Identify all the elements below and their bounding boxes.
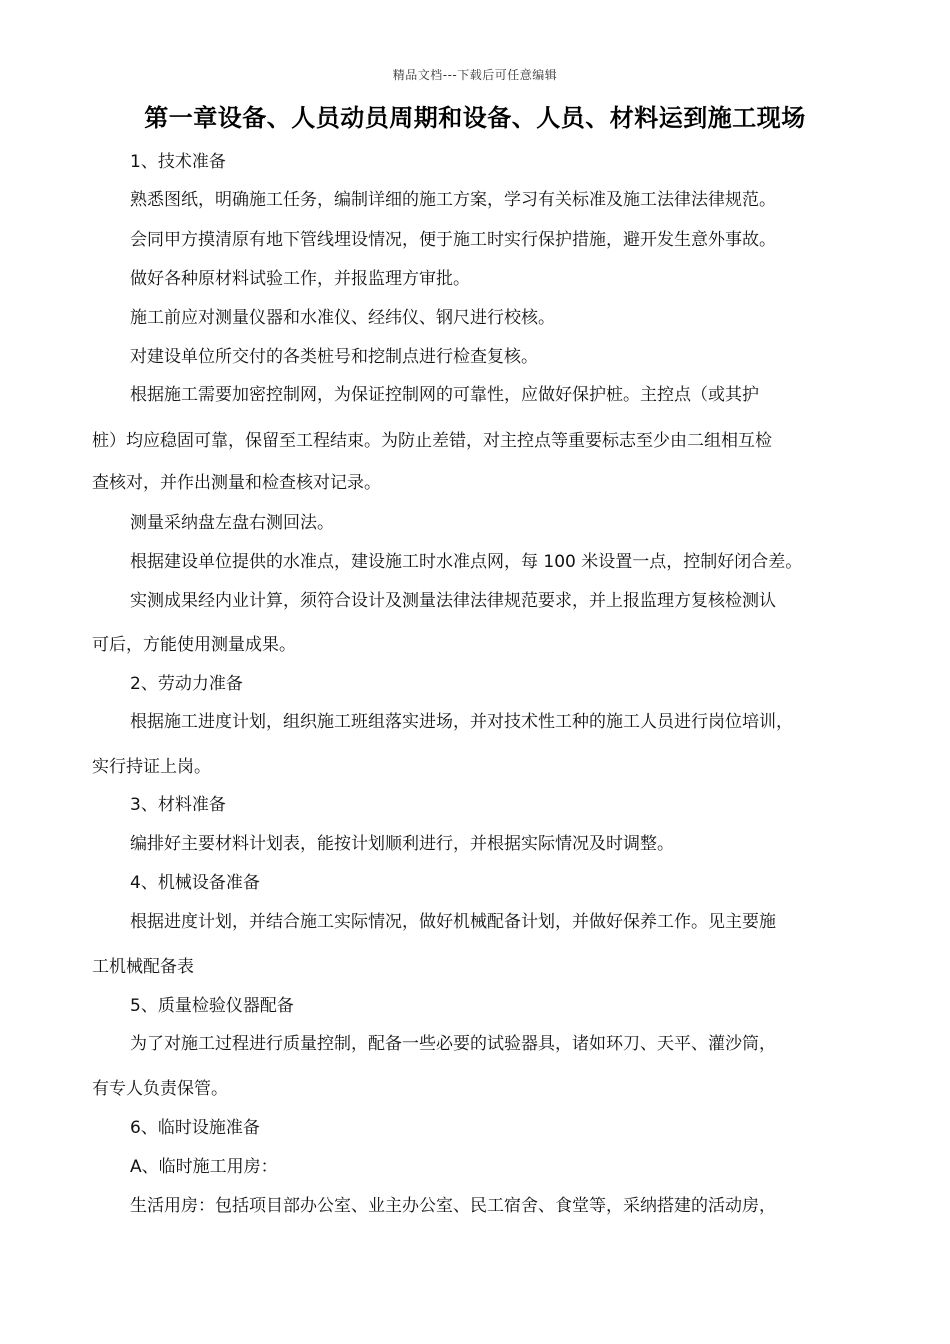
paragraph-line: 查核对，并作出测量和检查核对记录。 — [92, 473, 381, 493]
paragraph-line: 为了对施工过程进行质量控制，配备一些必要的试验器具，诸如环刀、天平、灌沙筒， — [130, 1034, 776, 1054]
paragraph-line: 做好各种原材料试验工作，并报监理方审批。 — [130, 269, 470, 289]
section-heading-3: 3、材料准备 — [130, 795, 226, 815]
paragraph-line: 熟悉图纸，明确施工任务，编制详细的施工方案，学习有关标准及施工法律法律规范。 — [130, 190, 776, 210]
paragraph-line: 编排好主要材料计划表，能按计划顺利进行，并根据实际情况及时调整。 — [130, 834, 674, 854]
header-note: 精品文档---下载后可任意编辑 — [392, 68, 558, 82]
paragraph-line: 施工前应对测量仪器和水准仪、经纬仪、钢尺进行校核。 — [130, 308, 555, 328]
section-heading-1: 1、技术准备 — [130, 152, 226, 172]
section-heading-6: 6、临时设施准备 — [130, 1118, 260, 1138]
section-heading-2: 2、劳动力准备 — [130, 674, 243, 694]
paragraph-line: 实行持证上岗。 — [92, 757, 211, 777]
paragraph-line: 测量采纳盘左盘右测回法。 — [130, 513, 334, 533]
subsection-heading: A、临时施工用房： — [130, 1157, 278, 1177]
paragraph-line: 根据施工需要加密控制网，为保证控制网的可靠性，应做好保护桩。主控点（或其护 — [130, 385, 759, 405]
paragraph-line: 生活用房：包括项目部办公室、业主办公室、民工宿舍、食堂等，采纳搭建的活动房， — [130, 1196, 776, 1216]
paragraph-line: 有专人负责保管。 — [92, 1079, 228, 1099]
chapter-title: 第一章设备、人员动员周期和设备、人员、材料运到施工现场 — [144, 104, 806, 132]
paragraph-line: 桩）均应稳固可靠，保留至工程结束。为防止差错，对主控点等重要标志至少由二组相互检 — [92, 431, 772, 451]
section-heading-5: 5、质量检验仪器配备 — [130, 996, 294, 1016]
paragraph-line: 可后，方能使用测量成果。 — [92, 635, 296, 655]
section-heading-4: 4、机械设备准备 — [130, 873, 260, 893]
paragraph-line: 对建设单位所交付的各类桩号和挖制点进行检查复核。 — [130, 347, 538, 367]
paragraph-line: 根据建设单位提供的水准点，建设施工时水准点网，每 100 米设置一点，控制好闭合差。 — [130, 552, 803, 572]
paragraph-line: 实测成果经内业计算，须符合设计及测量法律法律规范要求，并上报监理方复核检测认 — [130, 591, 776, 611]
paragraph-line: 工机械配备表 — [92, 957, 194, 977]
paragraph-line: 根据施工进度计划，组织施工班组落实进场，并对技术性工种的施工人员进行岗位培训， — [130, 712, 793, 732]
paragraph-line: 会同甲方摸清原有地下管线埋设情况，便于施工时实行保护措施，避开发生意外事故。 — [130, 230, 776, 250]
paragraph-line: 根据进度计划，并结合施工实际情况，做好机械配备计划，并做好保养工作。见主要施 — [130, 912, 776, 932]
